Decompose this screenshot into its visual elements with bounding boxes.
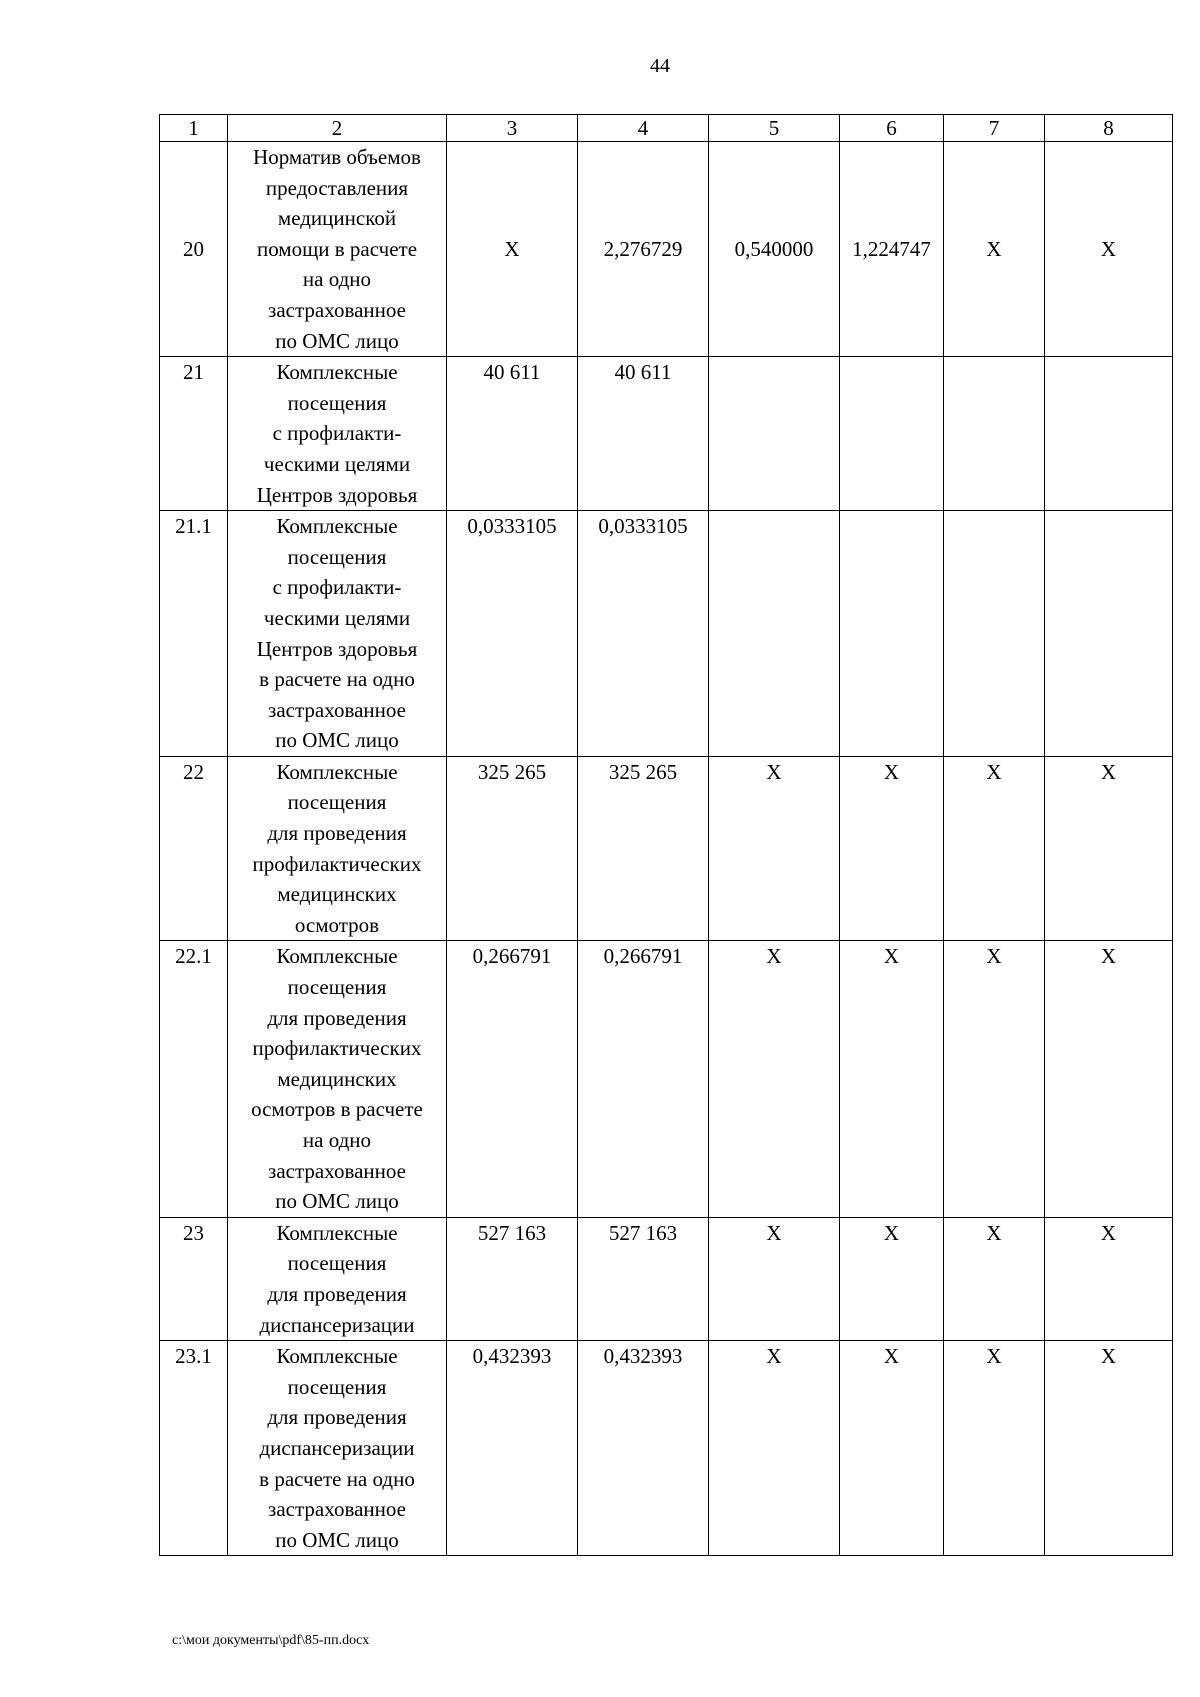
- row-number-cell: 20: [160, 142, 228, 357]
- value-cell: Х: [709, 1217, 840, 1340]
- value-cell: Х: [944, 1217, 1045, 1340]
- value-cell: [1045, 357, 1173, 511]
- value-cell: Х: [840, 941, 944, 1217]
- table-row: [160, 357, 1173, 511]
- row-number-cell: 21.1: [160, 511, 228, 757]
- header-cell: 5: [709, 115, 840, 142]
- row-number-cell: 22: [160, 756, 228, 941]
- data-table: [159, 114, 1173, 1556]
- value-cell: 2,276729: [578, 142, 709, 357]
- value-cell: Х: [944, 756, 1045, 941]
- value-cell: [709, 357, 840, 511]
- value-cell: 1,224747: [840, 142, 944, 357]
- row-description-cell: Комплексные посещения для проведения диспансеризации: [228, 1217, 447, 1340]
- row-description-cell: Комплексные посещения для проведения профилактических медицинских осмотров: [228, 756, 447, 941]
- row-number-cell: 23.1: [160, 1341, 228, 1556]
- value-cell: Х: [840, 1341, 944, 1556]
- row-number-cell: 21: [160, 357, 228, 511]
- value-cell: Х: [1045, 1217, 1173, 1340]
- table-row: [160, 756, 1173, 941]
- value-cell: 0,266791: [578, 941, 709, 1217]
- table-row: [160, 142, 1173, 357]
- value-cell: Х: [1045, 1341, 1173, 1556]
- value-cell: [709, 511, 840, 757]
- value-cell: 0,0333105: [578, 511, 709, 757]
- value-cell: Х: [709, 756, 840, 941]
- row-number-cell: 22.1: [160, 941, 228, 1217]
- table-header-row: [160, 115, 1173, 142]
- table-row: [160, 941, 1173, 1217]
- row-description-cell: Комплексные посещения для проведения диспансеризации в расчете на одно застрахованное по ОМС лицо: [228, 1341, 447, 1556]
- value-cell: [840, 511, 944, 757]
- value-cell: 40 611: [447, 357, 578, 511]
- value-cell: Х: [840, 756, 944, 941]
- table-row: [160, 1341, 1173, 1556]
- table-row: [160, 511, 1173, 757]
- footer-file-path: c:\мои документы\pdf\85-пп.docx: [172, 1633, 370, 1648]
- header-cell: 1: [160, 115, 228, 142]
- value-cell: [1045, 511, 1173, 757]
- value-cell: 527 163: [447, 1217, 578, 1340]
- row-description-cell: Норматив объемов предоставления медицинской помощи в расчете на одно застрахованное по ОМС лицо: [228, 142, 447, 357]
- value-cell: 527 163: [578, 1217, 709, 1340]
- value-cell: Х: [1045, 142, 1173, 357]
- header-cell: 4: [578, 115, 709, 142]
- value-cell: Х: [709, 1341, 840, 1556]
- value-cell: 0,432393: [578, 1341, 709, 1556]
- value-cell: Х: [944, 1341, 1045, 1556]
- header-cell: 3: [447, 115, 578, 142]
- value-cell: 0,540000: [709, 142, 840, 357]
- header-cell: 2: [228, 115, 447, 142]
- value-cell: Х: [944, 142, 1045, 357]
- row-number-cell: 23: [160, 1217, 228, 1340]
- value-cell: Х: [840, 1217, 944, 1340]
- header-cell: 7: [944, 115, 1045, 142]
- header-cell: 8: [1045, 115, 1173, 142]
- value-cell: 0,432393: [447, 1341, 578, 1556]
- value-cell: [944, 511, 1045, 757]
- value-cell: 0,266791: [447, 941, 578, 1217]
- value-cell: Х: [447, 142, 578, 357]
- value-cell: Х: [1045, 756, 1173, 941]
- value-cell: Х: [944, 941, 1045, 1217]
- value-cell: 325 265: [447, 756, 578, 941]
- header-cell: 6: [840, 115, 944, 142]
- row-description-cell: Комплексные посещения с профилакти- ческими целями Центров здоровья: [228, 357, 447, 511]
- value-cell: [840, 357, 944, 511]
- row-description-cell: Комплексные посещения с профилакти- ческими целями Центров здоровья в расчете на одно застрахованное по ОМС лицо: [228, 511, 447, 757]
- value-cell: [944, 357, 1045, 511]
- page-number: 44: [650, 55, 670, 77]
- value-cell: 40 611: [578, 357, 709, 511]
- table-row: [160, 1217, 1173, 1340]
- value-cell: 325 265: [578, 756, 709, 941]
- value-cell: Х: [1045, 941, 1173, 1217]
- value-cell: 0,0333105: [447, 511, 578, 757]
- row-description-cell: Комплексные посещения для проведения профилактических медицинских осмотров в расчете на одно застрахованное по ОМС лицо: [228, 941, 447, 1217]
- value-cell: Х: [709, 941, 840, 1217]
